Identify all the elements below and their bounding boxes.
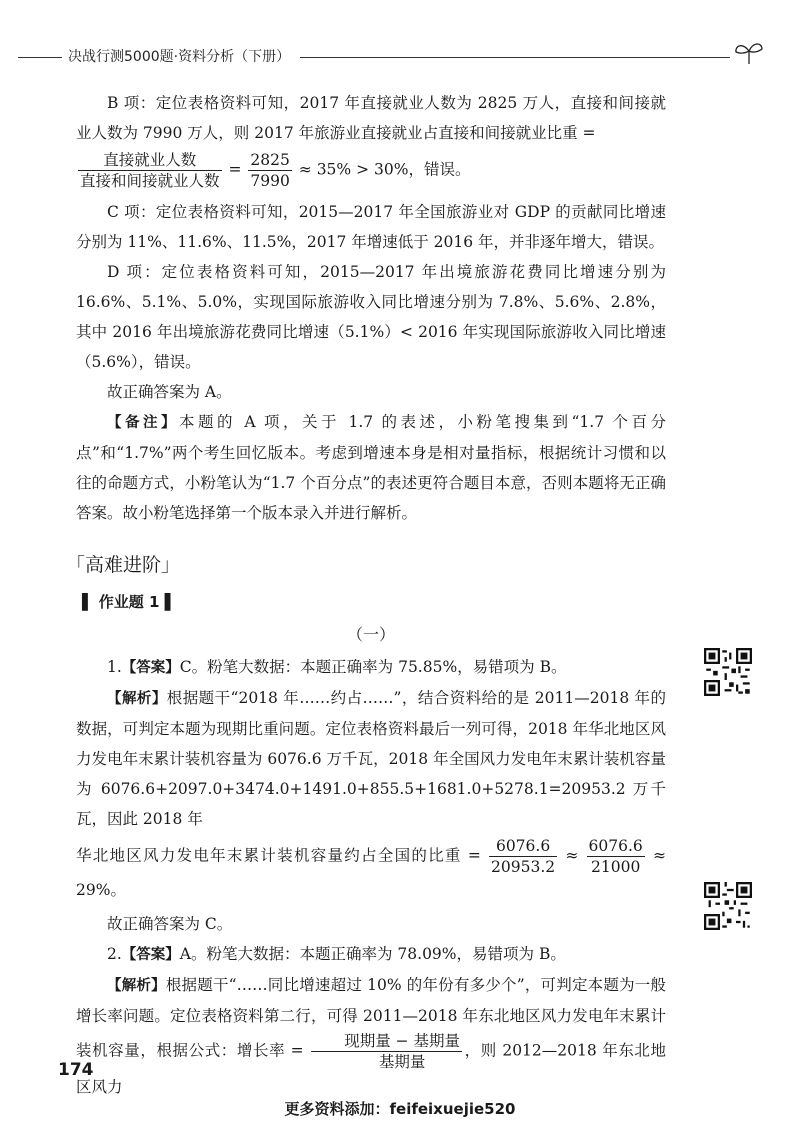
fraction-2825-7990: $\frac{2825}{7990}$ (250, 151, 290, 190)
q2-analysis-label: 【解析】 (107, 978, 166, 994)
note-label: 【备注】 (107, 415, 179, 431)
footer-note: 更多资料添加：feifeixuejie520 (284, 1100, 516, 1118)
part-label: （一） (346, 625, 395, 644)
page-header (0, 44, 800, 68)
q2-analysis: 【解析】根据题干“……同比增速超过 10% 的年份有多少个”，可判定本题为一般增长率问题。定位表格资料第二行，可得 2011—2018 年东北地区风力发电年末累计装机容量，根据公式：增长率 = $\frac{\text{现期量 − 基期量}}{\text{基期量}}$ ，则 2012—2018 年东北地区风力 (76, 976, 667, 1096)
page-number: 174 (58, 1060, 94, 1080)
header-rule-left (18, 57, 62, 58)
note-paragraph: 【备注】本题的 A 项，关于 1.7 的表述，小粉笔搜集到“1.7 个百分点”和“1.7%”两个考生回忆版本。考虑到增速本身是相对量指标，根据统计习惯和以往的命题方式，小粉笔认为“1.7 个百分点”的表述更符合题目本意，否则本题将无正确答案。故小粉笔选择第一个版本录入并进行解析。 (76, 413, 667, 522)
option-c-text: C 项：定位表格资料可知，2015—2017 年全国旅游业对 GDP 的贡献同比增速分别为 11%、11.6%、11.5%，2017 年增速低于 2016 年，并非逐年增大，错误。 (76, 203, 666, 251)
section-heading: 「高难进阶」 (66, 554, 181, 576)
qr-code-icon[interactable] (704, 648, 752, 696)
q2-answer: 2.【答案】A。粉笔大数据：本题正确率为 78.09%，易错项为 B。 (107, 945, 566, 963)
header-title: 决战行测5000题·资料分析（下册） (68, 49, 291, 65)
q1-final: 故正确答案为 C。 (107, 915, 233, 933)
option-b-formula: $\frac{\text{直接就业人数}}{\text{直接和间接就业人数}}$ = $\frac{2825}{7990}$ ≈ 35% > 30%，错误。 (80, 151, 471, 190)
q1-answer-label: 【答案】 (121, 660, 180, 676)
sprout-icon (732, 38, 766, 66)
q1-formula: 华北地区风力发电年末累计装机容量约占全国的比重 = $\frac{6076.6}{20953.2}$ ≈ $\frac{6076.6}{21000}$ ≈ 29%。 (76, 837, 666, 899)
fraction-q1-approx: $\frac{6076.6}{21000}$ (588, 837, 643, 876)
option-d-text: D 项：定位表格资料可知，2015—2017 年出境旅游花费同比增速分别为 16.6%、5.1%、5.0%，实现国际旅游收入同比增速分别为 7.8%、5.6%、2.8%，其中 2016 年出境旅游花费同比增速（5.1%）< 2016 年实现国际旅游收入同比增速（5.6%），错误。 (76, 263, 666, 371)
option-b-text: B 项：定位表格资料可知，2017 年直接就业人数为 2825 万人，直接和间接就业人数为 7990 万人，则 2017 年旅游业直接就业占直接和间接就业比重 = (76, 94, 666, 142)
fraction-direct-ratio: $\frac{\text{直接就业人数}}{\text{直接和间接就业人数}}$ (80, 151, 220, 190)
homework-title: ▌ 作业题 1 ▌ (82, 593, 177, 611)
page-content (66, 88, 667, 1102)
q2-answer-label: 【答案】 (121, 947, 180, 963)
header-rule-right (300, 57, 730, 58)
fraction-q1-exact: $\frac{6076.6}{20953.2}$ (491, 837, 556, 876)
q1-analysis: 【解析】根据题干“2018 年……约占……”，结合资料给的是 2011—2018 年的数据，可判定本题为现期比重问题。定位表格资料最后一列可得，2018 年华北地区风力发电年末累计装机容量为 6076.6 万千瓦，2018 年全国风力发电年末累计装机容量为 6076.6+2097.0+3474.0+1491.0+855.5+1681.0+5278.1=20953.2 万千瓦，因此 2018 年 (76, 689, 666, 828)
q1-answer: 1.【答案】C。粉笔大数据：本题正确率为 75.85%，易错项为 B。 (107, 658, 567, 676)
q1-analysis-label: 【解析】 (107, 691, 167, 707)
answer-a-text: 故正确答案为 A。 (107, 383, 232, 401)
fraction-growth-rate: $\frac{\text{现期量 − 基期量}}{\text{基期量}}$ (311, 1031, 462, 1072)
qr-code-icon[interactable] (704, 882, 752, 930)
